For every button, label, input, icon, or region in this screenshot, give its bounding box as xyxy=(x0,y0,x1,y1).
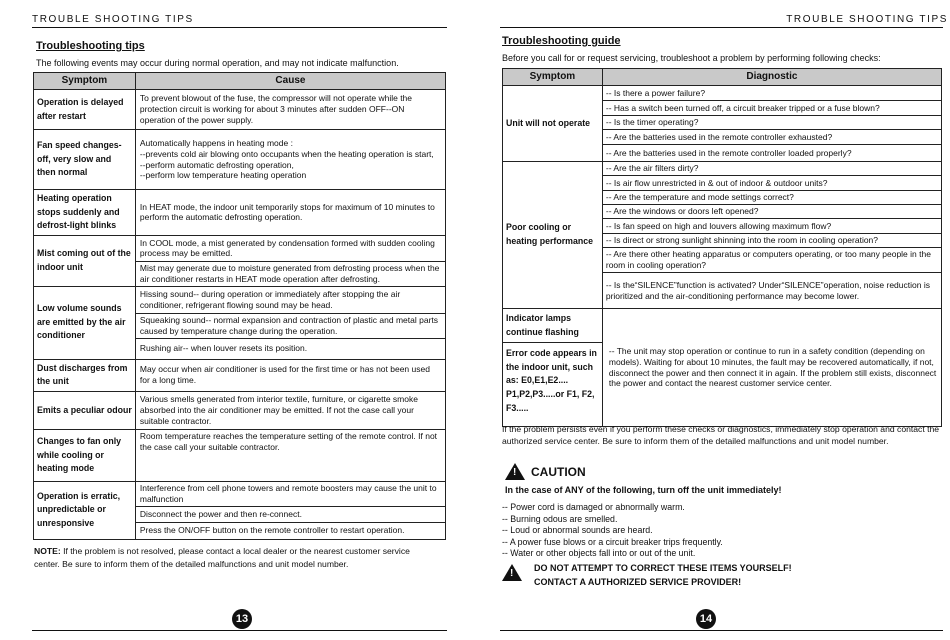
right-page xyxy=(500,0,948,640)
list-item: -- Burning odous are smelled. xyxy=(502,513,618,524)
symptom-cell: Emits a peculiar odour xyxy=(34,391,136,429)
caution-subtitle: In the case of ANY of the following, turn off the unit immediately! xyxy=(505,485,782,495)
cause-cell: Hissing sound-- during operation or immediately after stopping the air conditioner, refrigerant flowing sound may be head. xyxy=(135,286,445,313)
cause-cell: In COOL mode, a mist generated by condensation formed with sudden cooling process may be emitted. xyxy=(135,235,445,261)
table-row xyxy=(503,162,942,176)
diagnostic-cell: -- Is the“SILENCE”function is activated? Under“SILENCE”operation, noise reduction is prioritized and the air-conditioning performance may become lower. xyxy=(602,273,941,309)
symptom-error-code: Error code appears in the indoor unit, such as: E0,E1,E2.... P1,P2,P3.....or F1, F2, F3..... xyxy=(506,348,597,413)
diagnostic-cell: -- Are the windows or doors left opened? xyxy=(602,205,941,219)
page-header: TROUBLE SHOOTING TIPS xyxy=(786,14,948,25)
diagnostic-cell: -- Are the batteries used in the remote controller exhausted? xyxy=(602,130,941,145)
note-label: NOTE: xyxy=(34,546,61,556)
intro-text: Before you call for or request servicing, troubleshoot a problem by performing following checks: xyxy=(502,53,881,63)
symptom-cell: Mist coming out of the indoor unit xyxy=(34,235,136,286)
page-number-badge: 13 xyxy=(232,609,252,629)
caution-heading xyxy=(505,463,586,480)
table-row xyxy=(34,429,446,481)
section-title: Troubleshooting tips xyxy=(36,40,145,52)
list-item: -- Water or other objects fall into or out of the unit. xyxy=(502,548,696,559)
symptom-cell: Dust discharges from the unit xyxy=(34,359,136,391)
footer-rule xyxy=(500,630,943,631)
symptom-cell: Fan speed changes-off, very slow and then normal xyxy=(34,130,136,190)
cause-cell: Interference from cell phone towers and remote boosters may cause the unit to malfunction xyxy=(135,481,445,506)
header-rule xyxy=(32,27,447,28)
table-row xyxy=(503,86,942,101)
symptom-cell: Operation is delayed after restart xyxy=(34,90,136,130)
header-rule xyxy=(500,27,943,28)
diagnostic-cell: -- Are the batteries used in the remote controller loaded properly? xyxy=(602,145,941,162)
symptom-cell xyxy=(503,309,603,427)
warning-line: CONTACT A AUTHORIZED SERVICE PROVIDER! xyxy=(534,576,742,587)
symptom-cell: Changes to fan only while cooling or heating mode xyxy=(34,429,136,481)
warning-line: DO NOT ATTEMPT TO CORRECT THESE ITEMS YOURSELF! xyxy=(534,563,792,573)
diagnostic-cell: -- Is there a power failure? xyxy=(602,86,941,101)
cause-cell: May occur when air conditioner is used for the first time or has not been used for a long time. xyxy=(135,359,445,391)
cause-cell: In HEAT mode, the indoor unit temporarily stops for maximum of 10 minutes to perform the automatic defrosting operation. xyxy=(135,190,445,236)
cause-cell: Rushing air-- when louver resets its position. xyxy=(135,338,445,359)
cause-cell: Press the ON/OFF button on the remote controller to restart operation. xyxy=(135,522,445,539)
symptom-cell: Unit will not operate xyxy=(503,86,603,162)
table-row xyxy=(503,309,942,427)
cause-cell: To prevent blowout of the fuse, the compressor will not operate while the protection circuit is working for about 3 minutes after sudden OFF--ON operation of the power supply. xyxy=(135,90,445,130)
warning-triangle-icon: ! xyxy=(505,463,525,480)
page-number-badge: 14 xyxy=(696,609,716,629)
column-header-symptom: Symptom xyxy=(503,69,603,86)
caution-list xyxy=(502,502,723,560)
cause-cell: Automatically happens in heating mode : --prevents cold air blowing onto occupants when the heating operation is start, --perform automatic defrosting operation, --perform low temperature heating operation xyxy=(135,130,445,190)
table-row xyxy=(34,286,446,313)
list-item: -- A power fuse blows or a circuit breaker trips frequently. xyxy=(502,536,723,547)
symptom-indicator-lamps: Indicator lamps continue flashing xyxy=(503,309,602,343)
diagnostic-cell: -- Is air flow unrestricted in & out of indoor & outdoor units? xyxy=(602,176,941,191)
symptom-cell: Low volume sounds are emitted by the air conditioner xyxy=(34,286,136,359)
table-row xyxy=(34,190,446,236)
persist-paragraph: If the problem persists even if you perform these checks or diagnostics, immediately stop operation and contact the authorized service center. Be sure to inform them of the detailed malfunctions and unit model number. xyxy=(502,424,940,446)
column-header-cause: Cause xyxy=(135,73,445,90)
intro-text: The following events may occur during normal operation, and may not indicate malfunction. xyxy=(36,58,399,68)
column-header-symptom: Symptom xyxy=(34,73,136,90)
caution-title: CAUTION xyxy=(531,464,586,479)
cause-cell: Various smells generated from interior textile, furniture, or cigarette smoke absorbed into the air conditioner may be emitted. If not the case call your suitable contractor. xyxy=(135,391,445,429)
table-row xyxy=(34,235,446,261)
table-row xyxy=(34,391,446,429)
diagnostic-cell: -- Are the temperature and mode settings correct? xyxy=(602,191,941,205)
diagnostic-cell: -- Is fan speed on high and louvers allowing maximum flow? xyxy=(602,219,941,234)
page-header: TROUBLE SHOOTING TIPS xyxy=(32,14,194,25)
symptom-cell: Heating operation stops suddenly and defrost-light blinks xyxy=(34,190,136,236)
diagnostic-cell: -- Is the timer operating? xyxy=(602,116,941,130)
cause-cell: Room temperature reaches the temperature setting of the remote control. If not the case call your suitable contractor. xyxy=(135,429,445,481)
diagnostic-cell: -- The unit may stop operation or continue to run in a safety condition (depending on models). Waiting for about 10 minutes, the fault may be recovered automatically, if not, disconnect the power and then connect it in again. If the problem still exists, disconnect the power and contact the nearest customer service center. xyxy=(602,309,941,427)
note-paragraph xyxy=(34,545,434,572)
note-text: If the problem is not resolved, please contact a local dealer or the nearest customer service center. Be sure to inform them of the detailed malfunctions and unit model number. xyxy=(34,546,410,570)
diagnostic-cell: -- Is direct or strong sunlight shinning into the room in cooling operation? xyxy=(602,234,941,248)
table-row xyxy=(34,90,446,130)
cause-cell: Mist may generate due to moisture generated from defrosting process when the air conditioner restarts in HEAT mode operation after defrosting. xyxy=(135,261,445,286)
section-title: Troubleshooting guide xyxy=(502,35,621,47)
footer-rule xyxy=(32,630,447,631)
diagnostic-cell: -- Are the air filters dirty? xyxy=(602,162,941,176)
left-page xyxy=(32,0,472,640)
diagnostic-cell: -- Has a switch been turned off, a circuit breaker tripped or a fuse blown? xyxy=(602,101,941,116)
troubleshooting-guide-table xyxy=(502,68,942,427)
table-row xyxy=(34,481,446,506)
table-row xyxy=(34,130,446,190)
symptom-cell: Operation is erratic, unpredictable or unresponsive xyxy=(34,481,136,539)
troubleshooting-tips-table xyxy=(33,72,446,540)
diagnostic-cell: -- Are there other heating apparatus or computers operating, or too many people in the room in cooling operation? xyxy=(602,248,941,273)
symptom-cell: Poor cooling or heating performance xyxy=(503,162,603,309)
warning-block xyxy=(502,562,792,589)
cause-cell: Squeaking sound-- normal expansion and contraction of plastic and metal parts caused by temperature change during the operation. xyxy=(135,313,445,338)
list-item: -- Loud or abnormal sounds are heard. xyxy=(502,525,653,536)
list-item: -- Power cord is damaged or abnormally warm. xyxy=(502,502,685,512)
column-header-diagnostic: Diagnostic xyxy=(602,69,941,86)
table-row xyxy=(34,359,446,391)
warning-triangle-icon: ! xyxy=(502,564,522,581)
cause-cell: Disconnect the power and then re-connect. xyxy=(135,506,445,522)
